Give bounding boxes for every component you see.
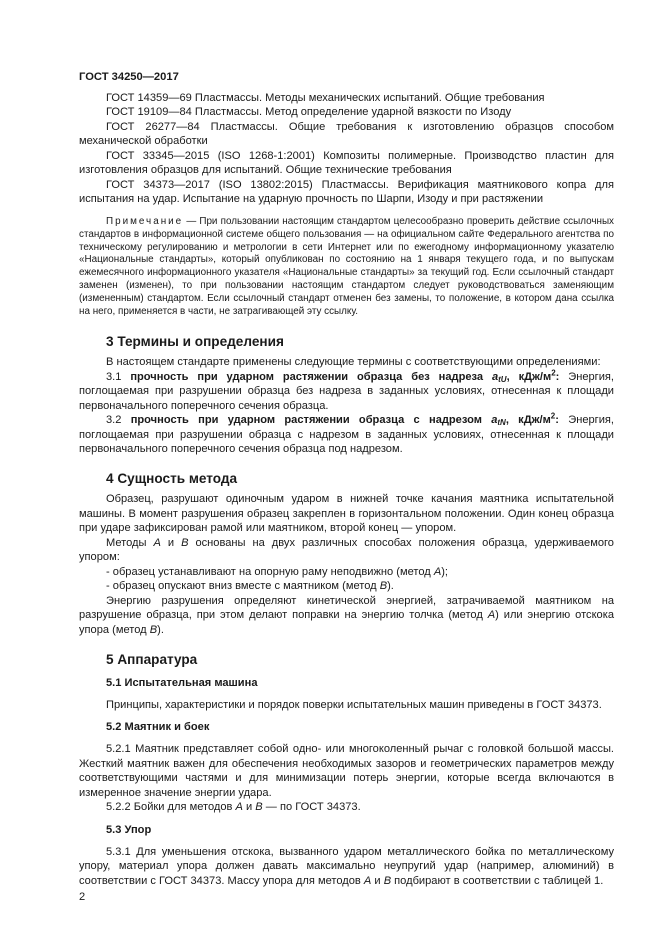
term-superscript: 2 <box>550 411 556 421</box>
note-text: — При пользовании настоящим стандартом целесообразно проверить действие ссылочных стандартов в информационной системе общего пользования — на официальном сайте Федерального агентства по техническому регулированию и метрологии в сети Интернет или по ежегодному информационному указателю «Национальные стандарты», который опубликован по состоянию на 1 января текущего года, и по выпускам ежемесячного информационного указателя «Национальные стандарты» за текущий год. Если ссылочный стандарт заменен (изменен), то при пользовании настоящим стандартом следует руководствоваться заменяющим (измененным) стандартом. Если ссылочный стандарт отменен без замены, то положение, в котором дана ссылка на него, применяется в части, не затрагивающей эту ссылку. <box>79 215 614 318</box>
section-5-2-body <box>79 742 614 814</box>
paragraph <box>79 845 614 888</box>
method-a: A <box>433 565 442 578</box>
reference-item: ГОСТ 34373—2017 (ISO 13802:2015) Пластмассы. Верификация маятникового копра для испытания на удар. Испытание на ударную прочность по Шарпи, Изоду и при растяжении <box>79 178 614 206</box>
term-subscript: tU <box>498 374 507 384</box>
list-item <box>79 579 614 593</box>
term-number: 3.1 <box>106 370 131 383</box>
term-colon: : <box>555 370 560 383</box>
term-number: 3.2 <box>106 414 131 427</box>
text: ); <box>441 565 448 578</box>
method-a: A <box>487 609 496 622</box>
method-a: A <box>153 536 161 549</box>
section-3-heading: 3 Термины и определения <box>106 334 284 350</box>
term-3-2 <box>79 413 614 456</box>
term-name: прочность при ударном растяжении образца без надреза <box>130 370 492 383</box>
text: 5.3.1 Для уменьшения отскока, вызванного ударом металлического бойка по металлическому упору, материал упора должен давать максимально неупругий удар (например, алюминий) в соответствии с ГОСТ 34373. Массу упора для методов <box>79 845 614 887</box>
text: 5.2.2 Бойки для методов <box>106 801 236 814</box>
reference-item: ГОСТ 14359—69 Пластмассы. Методы механических испытаний. Общие требования <box>106 92 545 104</box>
term-superscript: 2 <box>551 368 556 378</box>
term-subscript: tN <box>497 418 506 428</box>
method-b: B <box>379 580 388 593</box>
term-name: прочность при ударном растяжении образца с надрезом <box>130 414 492 427</box>
term-definition: Энергия, поглощаемая при разрушении образца без надреза в заданных условиях, отнесенная к площади первоначального поперечного сечения образца. <box>79 370 615 412</box>
text: Энергию разрушения определяют кинетической энергией, затрачиваемой маятником на разрушение образца, при этом делают поправки на энергию толчка (метод <box>79 594 614 622</box>
text: ) или энергию отскока упора (метод <box>79 609 614 636</box>
term-colon: : <box>555 414 559 427</box>
references-list <box>79 91 614 207</box>
term-3-1 <box>79 370 614 413</box>
term-symbol: a <box>491 370 499 383</box>
method-b: B <box>255 801 263 814</box>
note-label: Примечание <box>106 215 184 227</box>
section-5-1-heading: 5.1 Испытательная машина <box>106 676 258 689</box>
page-number: 2 <box>79 891 86 904</box>
text: Методы <box>106 536 154 549</box>
text: ). <box>157 623 164 636</box>
method-b: B <box>383 874 392 887</box>
paragraph: Принципы, характеристики и порядок поверки испытательных машин приведены в ГОСТ 34373. <box>106 698 602 711</box>
note <box>79 216 614 320</box>
text: и <box>242 801 256 814</box>
text: подбирают в соответствии с таблицей 1. <box>391 874 604 887</box>
text: ). <box>387 580 394 593</box>
section-4-body <box>79 492 614 637</box>
section-5-3-body <box>79 845 614 888</box>
section-5-1-body <box>79 698 614 712</box>
paragraph <box>79 800 614 814</box>
text: и <box>160 536 182 549</box>
section-4-heading: 4 Сущность метода <box>106 471 238 487</box>
section-5-3-heading: 5.3 Упор <box>106 823 152 836</box>
section-5-2-heading: 5.2 Маятник и боек <box>106 721 210 734</box>
reference-item: ГОСТ 26277—84 Пластмассы. Общие требования к изготовлению образцов способом механической обработки <box>79 120 614 148</box>
method-b: B <box>181 536 189 549</box>
text: основаны на двух различных способах положения образца, удерживаемого упором: <box>79 536 614 564</box>
paragraph <box>79 594 614 637</box>
section-3-body <box>79 355 614 456</box>
section-3-intro: В настоящем стандарте применены следующие термины с соответствующими определениями: <box>106 356 601 369</box>
method-a: A <box>235 801 243 814</box>
paragraph: Образец, разрушают одиночным ударом в нижней точке качания маятника испытательной машины. В момент разрушения образец закреплен в горизонтальном положении. Один конец образца при ударе зафиксирован рамой или маятником, второй конец — упором. <box>79 493 614 535</box>
reference-item: ГОСТ 33345—2015 (ISO 1268-1:2001) Композиты полимерные. Производство пластин для изготовления образцов для испытаний. Общие технические требования <box>79 149 614 177</box>
term-unit: , кДж/м <box>505 414 551 427</box>
term-definition: Энергия, поглощаемая при разрушении образца с надрезом в заданных условиях, отнесенная к площади первоначального поперечного сечения образца под надрезом. <box>79 414 614 455</box>
method-a: A <box>363 874 372 887</box>
reference-item: ГОСТ 19109—84 Пластмассы. Метод определение ударной вязкости по Изоду <box>106 106 512 119</box>
text: — по ГОСТ 34373. <box>262 801 361 814</box>
text: и <box>371 874 384 887</box>
term-unit: , кДж/м <box>506 370 552 383</box>
paragraph: 5.2.1 Маятник представляет собой одно- или многоколенный рычаг с головкой большой массы. Жесткий маятник важен для обеспечения необходимых зазоров и геометрических параметров между соответствующими частями и для минимизации потерь энергии, которые всегда включаются в измеренное значение энергии удара. <box>79 743 614 799</box>
text: - образец опускают вниз вместе с маятником (метод <box>106 580 380 593</box>
document-header: ГОСТ 34250—2017 <box>79 71 179 83</box>
text: - образец устанавливают на опорную раму неподвижно (метод <box>106 565 434 578</box>
term-symbol: a <box>491 414 498 427</box>
list-item <box>79 565 614 579</box>
paragraph <box>79 536 614 565</box>
section-5-heading: 5 Аппаратура <box>106 651 198 667</box>
method-b: B <box>149 623 158 636</box>
